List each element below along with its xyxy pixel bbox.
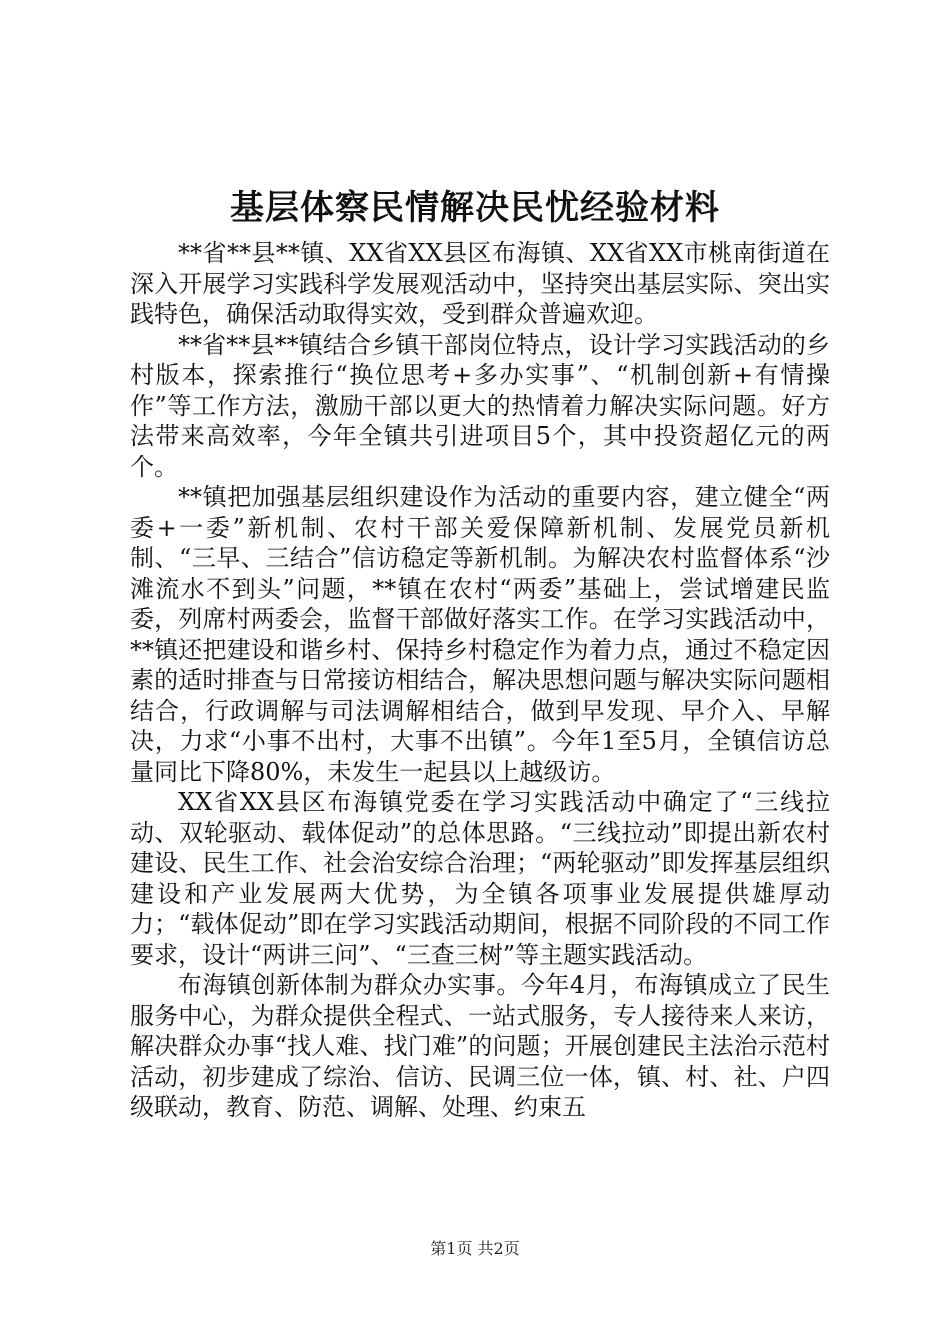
document-body [130, 238, 830, 1123]
paragraph: 布海镇创新体制为群众办实事。今年4月，布海镇成立了民生服务中心，为群众提供全程式、一站式服务，专人接待来人来访，解决群众办事“找人难、找门难”的问题；开展创建民主法治示范村活动，初步建成了综治、信访、民调三位一体，镇、村、社、户四级联动，教育、防范、调解、处理、约束五 [130, 971, 830, 1121]
paragraph: **省**县**镇、XX省XX县区布海镇、XX省XX市桃南街道在深入开展学习实践科学发展观活动中，坚持突出基层实际、突出实践特色，确保活动取得实效，受到群众普遍欢迎。 [130, 239, 830, 328]
paragraph: **省**县**镇结合乡镇干部岗位特点，设计学习实践活动的乡村版本，探索推行“换位思考+多办实事”、“机制创新+有情操作”等工作方法，激励干部以更大的热情着力解决实际问题。好方法带来高效率，今年全镇共引进项目5个，其中投资超亿元的两个。 [130, 330, 830, 481]
paragraph: **镇把加强基层组织建设作为活动的重要内容，建立健全“两委+一委”新机制、农村干部关爱保障新机制、发展党员新机制、“三早、三结合”信访稳定等新机制。为解决农村监督体系“沙滩流水不到头”问题，**镇在农村“两委”基础上，尝试增建民监委，列席村两委会，监督干部做好落实工作。在学习实践活动中，**镇还把建设和谐乡村、保持乡村稳定作为着力点，通过不稳定因素的适时排查与日常接访相结合，解决思想问题与解决实际问题相结合，行政调解与司法调解相结合，做到早发现、早介入、早解决，力求“小事不出村，大事不出镇”。今年1至5月，全镇信访总量同比下降80%，未发生一起县以上越级访。 [130, 483, 830, 786]
document-title: 基层体察民情解决民忧经验材料 [230, 188, 720, 228]
page-footer: 第1页 共2页 [430, 1239, 520, 1258]
paragraph: XX省XX县区布海镇党委在学习实践活动中确定了“三线拉动、双轮驱动、载体促动”的总体思路。“三线拉动”即提出新农村建设、民生工作、社会治安综合治理；“两轮驱动”即发挥基层组织建设和产业发展两大优势，为全镇各项事业发展提供雄厚动力；“载体促动”即在学习实践活动期间，根据不同阶段的不同工作要求，设计“两讲三问”、“三查三树”等主题实践活动。 [130, 788, 830, 969]
